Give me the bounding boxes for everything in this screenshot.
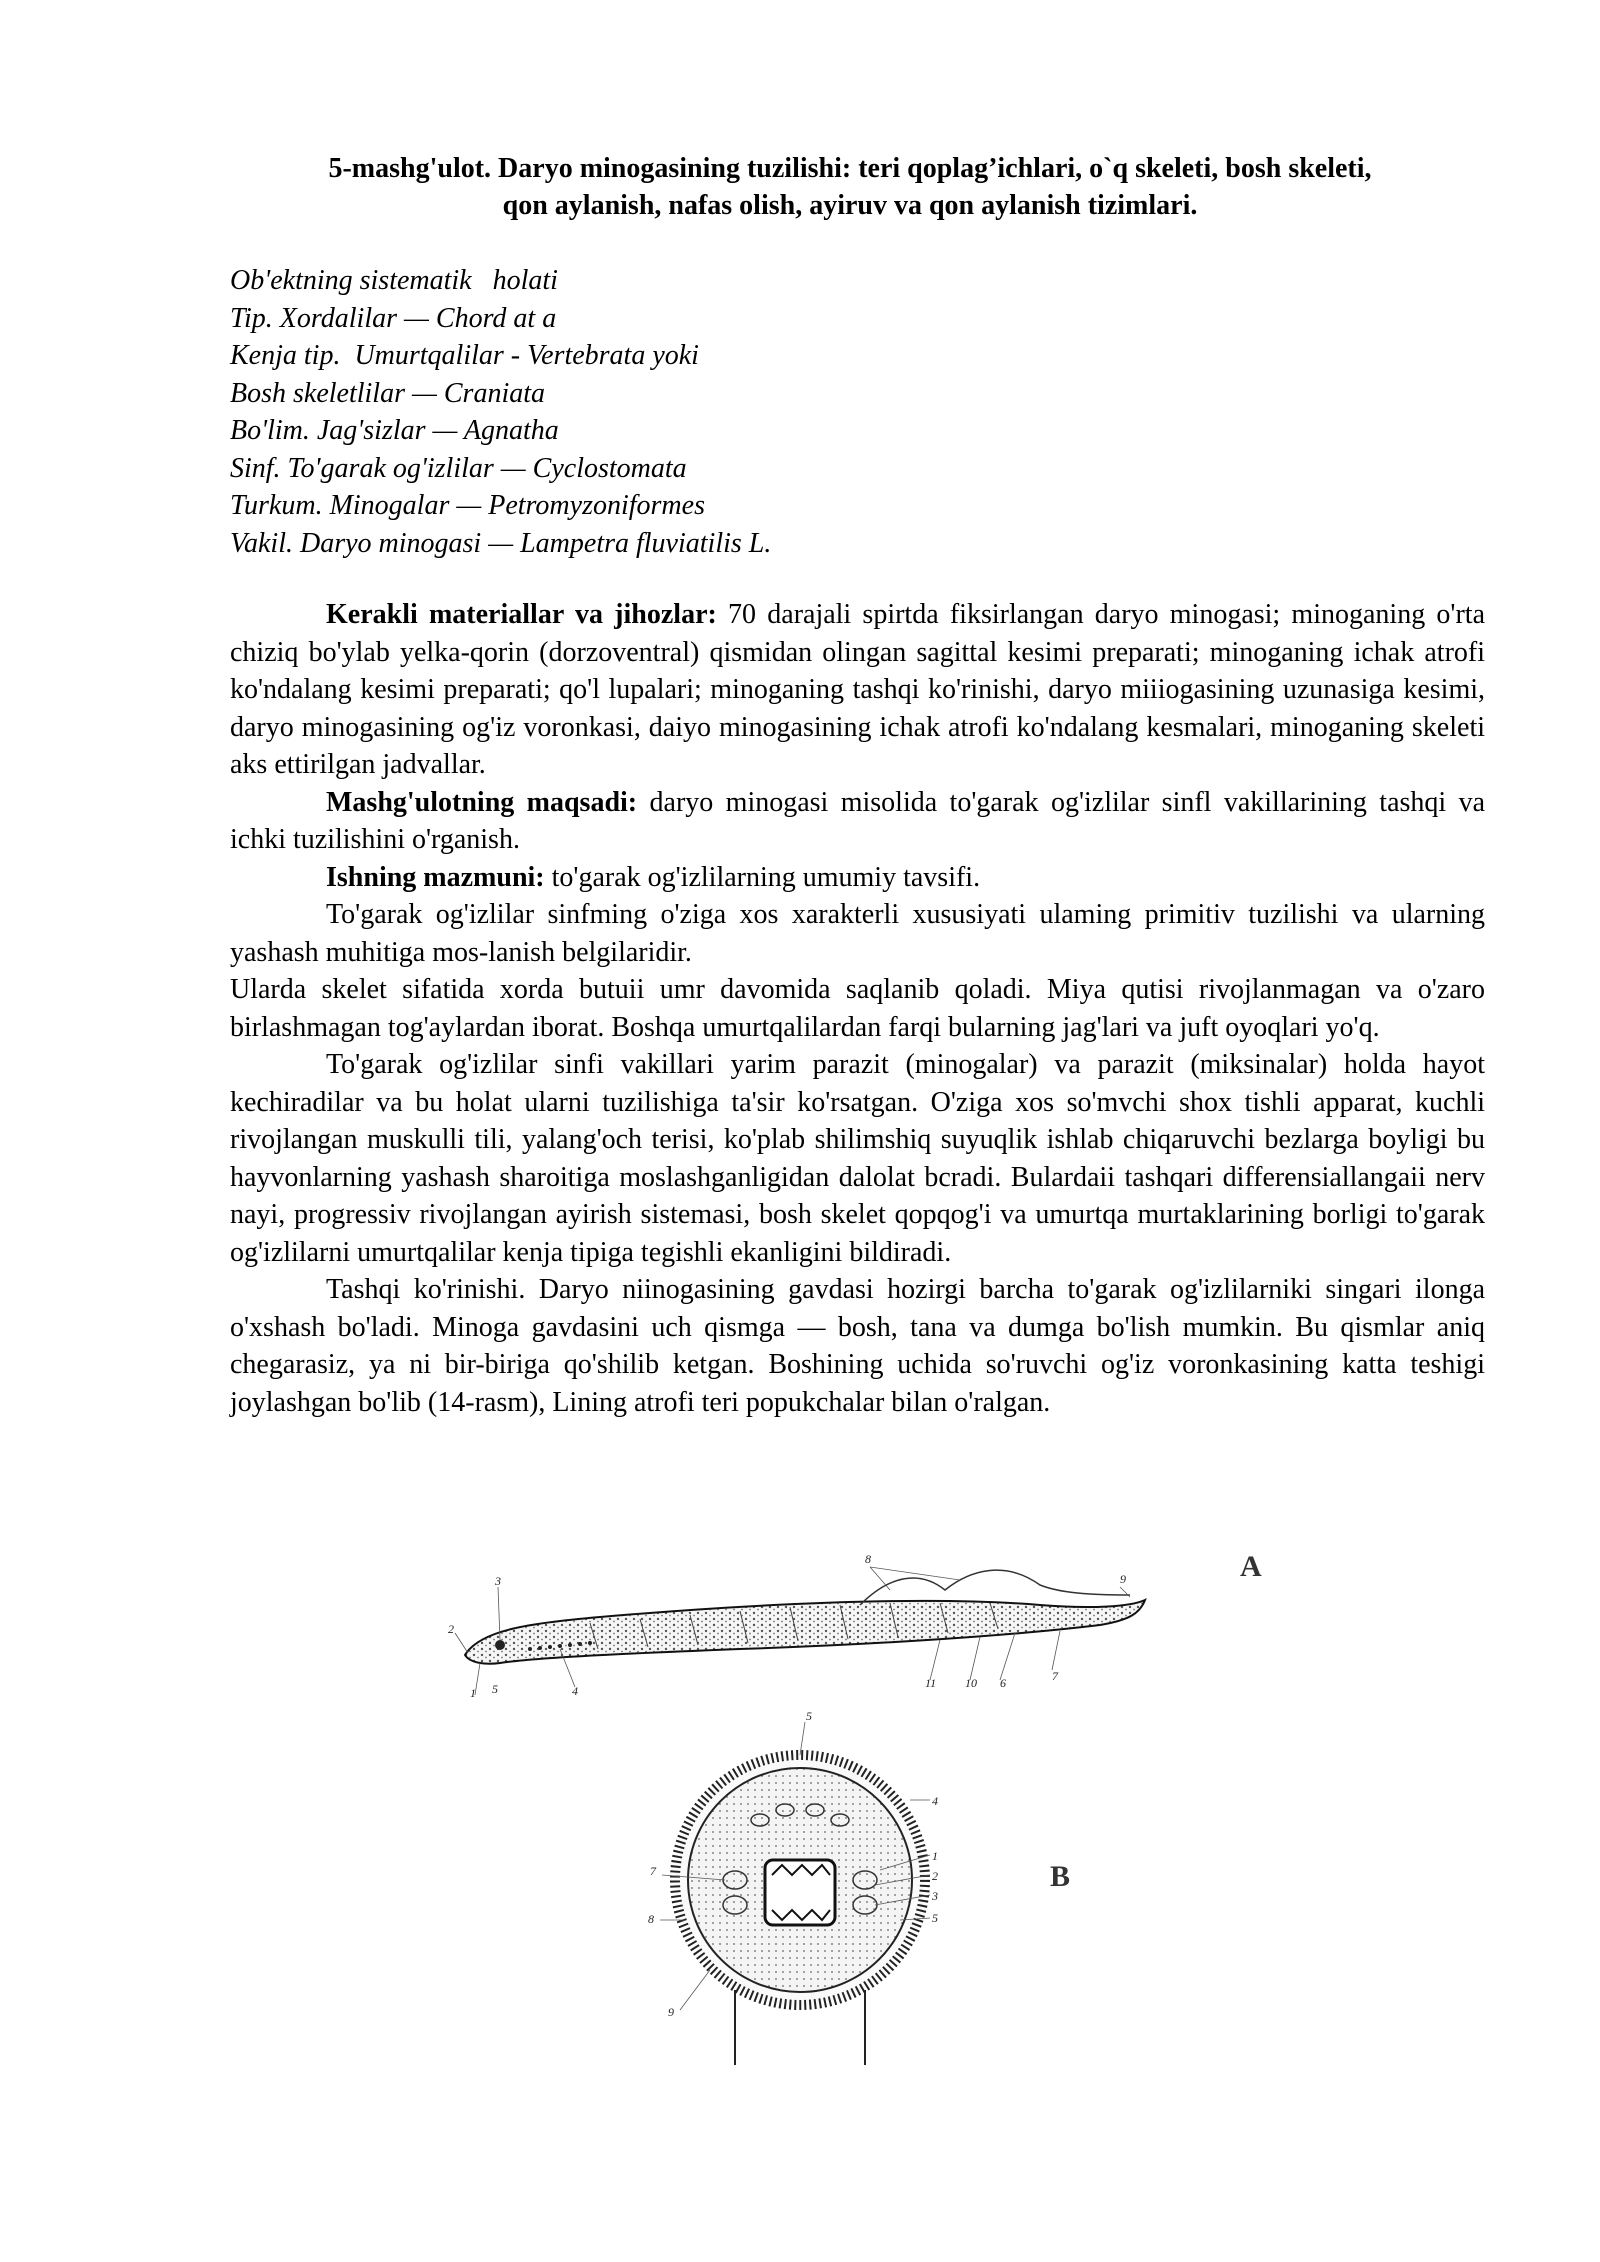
figure-number: 3 [495,1574,501,1588]
figure-number: 2 [932,1869,938,1883]
materials-paragraph [230,596,1485,784]
content-text: to'garak og'izlilarning umumiy tavsifi. [544,861,981,893]
figure-label-a: A [1240,1550,1262,1583]
figure-number: 8 [865,1552,871,1566]
figure-number: 10 [965,1676,977,1690]
figure-number: 5 [806,1710,812,1723]
figure-number: 6 [1000,1676,1006,1690]
systematics-block [230,262,1230,562]
systematics-line: Bo'lim. Jag'sizlar — Agnatha [230,415,559,446]
figure-number: 1 [470,1686,476,1700]
figure-number: 2 [448,1622,454,1636]
systematics-line: Sinf. To'garak og'izlilar — Cyclostomata [230,452,687,484]
goal-text: daryo minogasi misolida to'garak og'izlilar sinfl vakillarining tashqi va ichki tuzilishini o'rganish. [230,786,1485,855]
figure-number: 3 [932,1889,938,1903]
content-paragraph [230,859,1485,897]
systematics-line: Turkum. Minogalar — Petromyzoniformes [230,490,705,521]
systematics-line: Ob'ektning sistematik holati [230,265,558,296]
systematics-line: Tip. Xordalilar — Chord at a [230,302,557,334]
oral-funnel-illustration [640,1710,960,2070]
figure-number: 9 [668,2005,674,2019]
figure-number: 11 [925,1676,937,1690]
paragraph: To'garak og'izlilar sinfming o'ziga xos xarakterli xususiyati ulaming primitiv tuzilishi va ularning yashash muhitiga mos-lanish belgilaridir. [230,899,1485,968]
title-line-1: 5-mashg'ulot. Daryo minogasining tuzilishi: teri qoplag’ichlari, o`q skeleti, bosh skeleti, [328,153,1372,184]
systematics-line: Vakil. Daryo minogasi — Lampetra fluviatilis L. [230,527,772,559]
figure-number: 9 [1120,1572,1126,1586]
figure-number: 1 [932,1849,938,1863]
goal-paragraph [230,784,1485,859]
paragraph: Ularda skelet sifatida xorda butuii umr davomida saqlanib qoladi. Miya qutisi rivojlanmagan va o'zaro birlashmagan tog'aylardan iborat. Boshqa umurtqalilardan farqi bularning jag'lari va juft oyoqlari yo'q. [230,974,1485,1043]
page-title [230,150,1470,224]
paragraph: Tashqi ko'rinishi. Daryo niinogasining gavdasi hozirgi barcha to'garak og'izlilarniki singari ilonga o'xshash bo'ladi. Minoga gavdasini uch qismga — bosh, tana va dumga bo'lish mumkin. Bu qismlar aniq chegarasiz, ya ni bir-biriga qo'shilib ketgan. Boshining uchida so'ruvchi og'iz voronkasining katta teshigi joylashgan bo'lib (14-rasm), Lining atrofi teri popukchalar bilan o'ralgan. [230,1274,1485,1418]
systematics-line: Bosh skeletlilar — Craniata [230,377,545,409]
figure-number: 4 [932,1794,938,1808]
materials-text: 70 darajali spirtda fiksirlangan daryo minogasi; minoganing o'rta chiziq bo'ylab yelka-qorin (dorzoventral) qismidan olingan sagittal kesimi preparati; minoganing ichak atrofi ko'ndalang kesimi preparati; qo'l lupalari; minoganing tashqi ko'rinishi, daryo miiiogasining uzunasiga kesimi, daryo minogasining og'iz voronkasi, daiyo minogasining ichak atrofi ko'ndalang kesmalari, minoganing skeleti aks ettirilgan jadvallar. [230,599,1485,780]
figure-number: 7 [650,1864,656,1878]
figure-number: 7 [1052,1669,1058,1683]
figure-number: 5 [492,1682,498,1696]
figure-number: 5 [932,1911,938,1925]
systematics-line: Kenja tip. Umurtqalilar - Vertebrata yoki [230,340,699,371]
lamprey-side-view-illustration [440,1545,1160,1700]
figure-number: 8 [648,1912,654,1926]
figure-label-b: B [1050,1860,1071,1893]
title-line-2: qon aylanish, nafas olish, ayiruv va qon aylanish tizimlari. [502,190,1198,221]
figure-number: 4 [572,1684,578,1698]
content-label: Ishning mazmuni: [326,861,545,893]
materials-label: Kerakli materiallar va jihozlar: [326,599,717,630]
goal-label: Mashg'ulotning maqsadi: [326,786,638,818]
body-text [230,596,1485,1421]
paragraph: To'garak og'izlilar sinfi vakillari yarim parazit (minogalar) va parazit (miksinalar) holda hayot kechiradilar va bu holat ularni tuzilishiga ta'sir ko'rsatgan. O'ziga xos so'mvchi shox tishli apparat, kuchli rivojlangan muskulli tili, yalang'och terisi, ko'plab shilimshiq suyuqlik ishlab chiqaruvchi bezlarga boyligi bu hayvonlarning yashash sharoitiga moslashganligidan dalolat bcradi. Bulardaii tashqari differensiallangaii nerv nayi, progressiv rivojlangan ayirish sistemasi, bosh skelet qopqog'i va umurtqa murtaklarining borligi to'garak og'izlilarni umurtqalilar kenja tipiga tegishli ekanligini bildiradi. [230,1049,1485,1268]
